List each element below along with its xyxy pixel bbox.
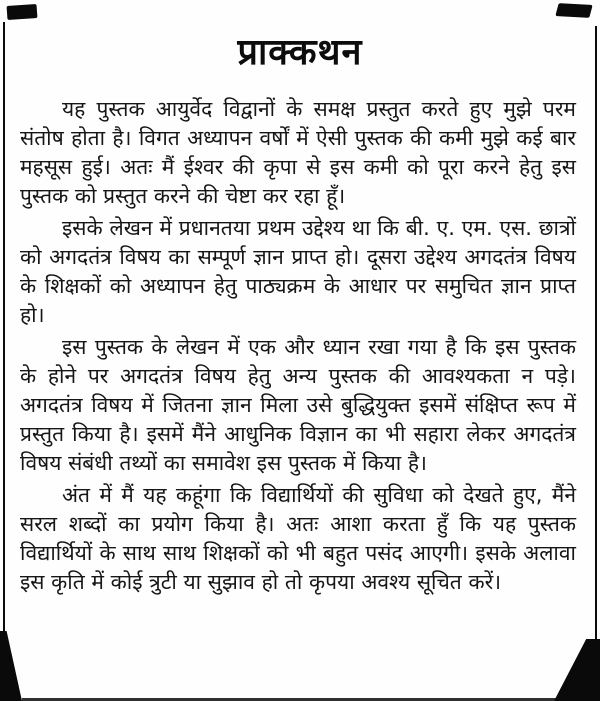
scan-edge-right — [595, 26, 597, 701]
page-title: प्राक्कथन — [237, 32, 363, 73]
preface-paragraph-1: यह पुस्तक आयुर्वेद विद्वानों के समक्ष प्रस्तुत करते हुए मुझे परम संतोष होता है। विगत अध्यापन वर्षों में ऐसी पुस्तक की कमी मुझे कई बार महसूस हुई। अतः मैं ईश्वर की कृपा से इस कमी को पूरा करने हेतु इस पुस्तक को प्रस्तुत करने की चेष्टा कर रहा हूँ। — [20, 97, 576, 208]
preface-paragraph-2: इसके लेखन में प्रधानतया प्रथम उद्देश्य था कि बी. ए. एम. एस. छात्रों को अगदतंत्र विषय का सम्पूर्ण ज्ञान प्राप्त हो। दूसरा उद्देश्य अगदतंत्र विषय के शिक्षकों को अध्यापन हेतु पाठ्यक्रम के आधार पर समुचित ज्ञान प्राप्त हो। — [20, 216, 576, 327]
preface-body — [20, 95, 576, 597]
scan-edge-left — [3, 22, 5, 701]
scan-artifact-bottom-left — [0, 631, 22, 701]
preface-paragraph-4: अंत में मैं यह कहूंगा कि विद्यार्थियों की सुविधा को देखते हुए, मैंने सरल शब्दों का प्रयोग किया है। अतः आशा करता हुँ कि यह पुस्तक विद्यार्थियों के साथ साथ शिक्षकों को भी बहुत पसंद आएगी। इसके अलावा इस कृति में कोई त्रुटी या सुझाव हो तो कृपया अवश्य सूचित करें। — [20, 483, 576, 594]
preface-paragraph-3: इस पुस्तक के लेखन में एक और ध्यान रखा गया है कि इस पुस्तक के होने पर अगदतंत्र विषय हेतु अन्य पुस्तक की आवश्यकता न पड़े। अगदतंत्र विषय में जितना ज्ञान मिला उसे बुद्धियुक्त इसमें संक्षिप्त रूप में प्रस्तुत किया है। इसमें मैंने आधुनिक विज्ञान का भी सहारा लेकर अगदतंत्र विषय संबंधी तथ्यों का समावेश इस पुस्तक में किया है। — [20, 335, 576, 475]
scan-artifact-top-left — [7, 4, 38, 20]
scan-artifact-top-right — [555, 3, 592, 18]
scan-artifact-bottom-right — [554, 639, 600, 701]
